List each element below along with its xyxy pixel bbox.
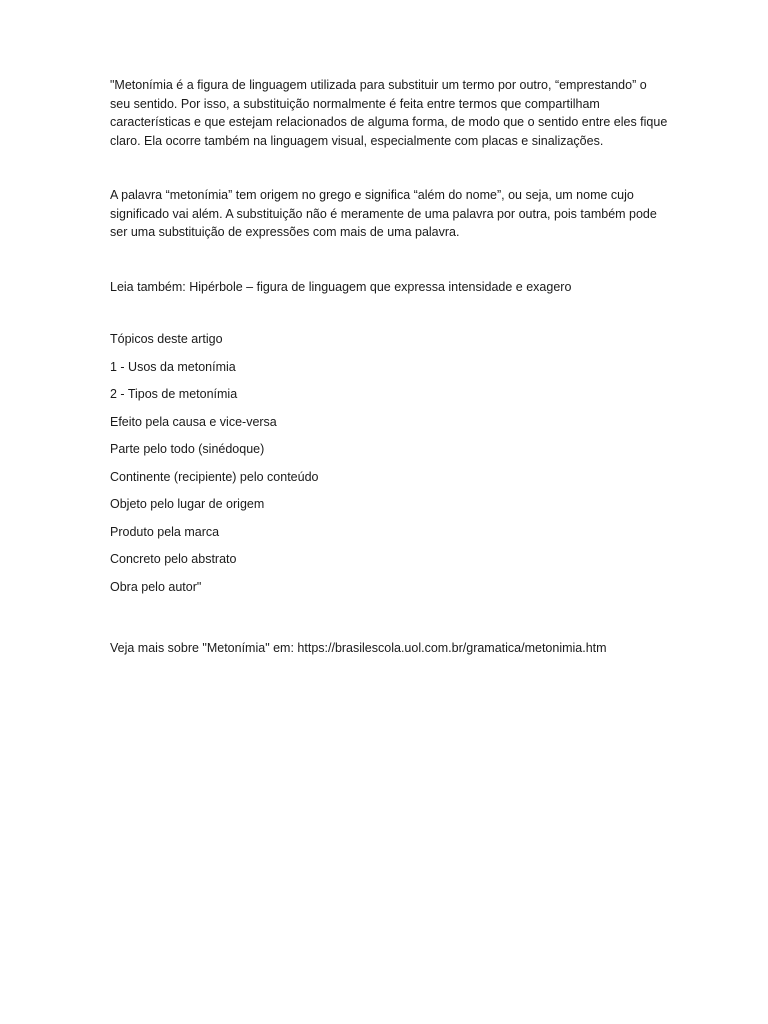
topic-item: 1 - Usos da metonímia [110, 359, 236, 374]
topic-item: Efeito pela causa e vice-versa [110, 414, 277, 429]
document-body [110, 76, 670, 658]
topic-item: Continente (recipiente) pelo conteúdo [110, 469, 319, 484]
spacer [110, 242, 670, 278]
spacer [110, 150, 670, 186]
paragraph-definition: "Metonímia é a figura de linguagem utilizada para substituir um termo por outro, “emprestando” o seu sentido. Por isso, a substituição normalmente é feita entre termos que compartilham características e que estejam relacionados de alguma forma, de modo que o sentido entre eles fique claro. Ela ocorre também na linguagem visual, especialmente com placas e sinalizações. [110, 78, 668, 148]
read-also-line: Leia também: Hipérbole – figura de linguagem que expressa intensidade e exagero [110, 279, 572, 294]
see-more-line: Veja mais sobre "Metonímia" em: https://brasilescola.uol.com.br/gramatica/metonimia.htm [110, 641, 607, 655]
topic-item: Objeto pelo lugar de origem [110, 497, 265, 511]
topic-item: 2 - Tipos de metonímia [110, 387, 238, 401]
topic-item: Parte pelo todo (sinédoque) [110, 442, 265, 456]
topic-item: Obra pelo autor" [110, 579, 202, 594]
topics-heading: Tópicos deste artigo [110, 332, 223, 346]
topic-item: Concreto pelo abstrato [110, 552, 237, 566]
topics-list [110, 358, 670, 597]
spacer [110, 296, 670, 330]
topic-item: Produto pela marca [110, 524, 220, 539]
spacer [110, 605, 670, 639]
paragraph-origin: A palavra “metonímia” tem origem no grego e significa “além do nome”, ou seja, um nome cujo significado vai além. A substituição não é meramente de uma palavra por outra, pois também pode ser uma substituição de expressões com mais de uma palavra. [110, 188, 657, 239]
